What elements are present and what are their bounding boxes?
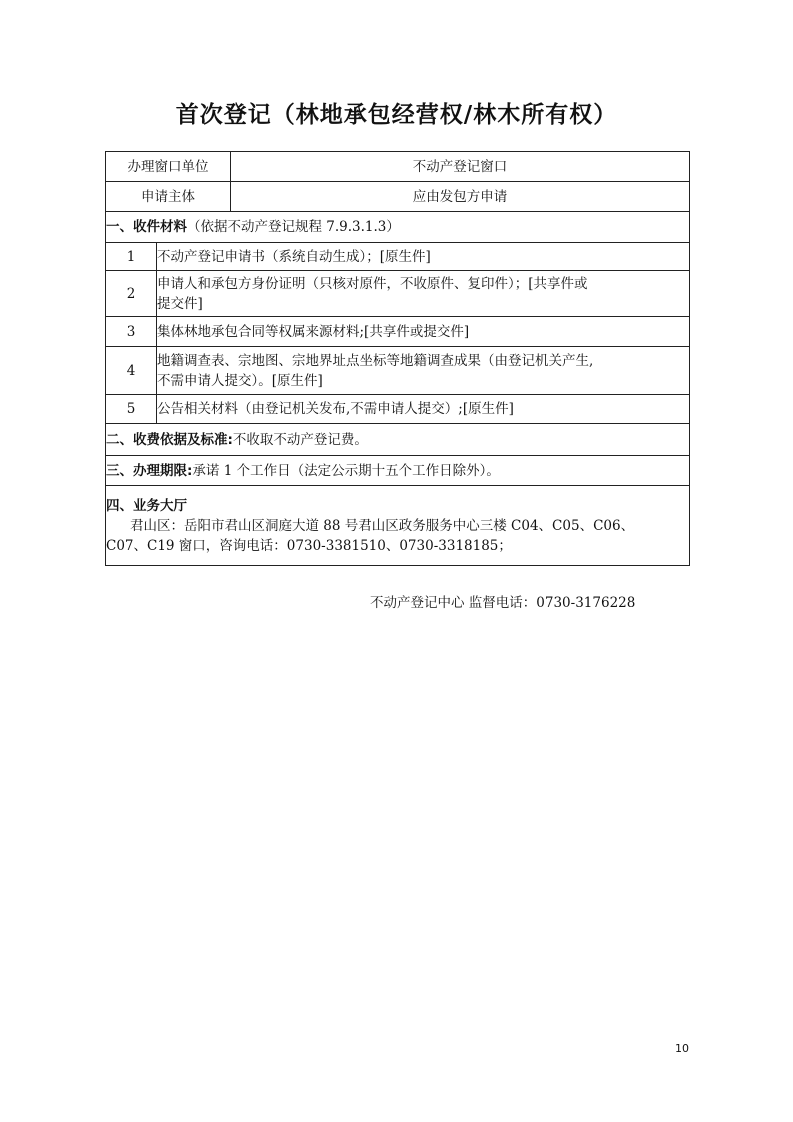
info-row-applicant [106,182,690,212]
supervision-footer: 不动产登记中心 监督电话：0730-3176228 [370,595,636,611]
material-row [106,243,690,271]
materials-heading-note: （依据不动产登记规程 7.9.3.1.3） [187,219,400,235]
material-number: 1 [106,243,157,271]
material-row [106,347,690,395]
period-row [106,456,690,486]
hall-contact-line: C07、C19 窗口，咨询电话：0730-3381510、0730-3318185； [106,537,512,554]
material-number: 4 [106,347,157,395]
page-title: 首次登记（林地承包经营权/林木所有权） [175,102,618,128]
applicant-value: 应由发包方申请 [231,182,690,212]
registration-table [105,151,690,566]
hall-heading: 四、业务大厅 [106,497,187,514]
material-text-line: 不需申请人提交）。[原生件] [157,372,323,389]
material-text [157,271,690,317]
material-number: 3 [106,317,157,347]
material-row [106,395,690,424]
fees-text: 不收取不动产登记费。 [232,431,368,448]
period-heading: 三、办理期限: [106,462,193,479]
page-number: 10 [675,1042,689,1055]
material-text-line: 申请人和承包方身份证明（只核对原件，不收原件、复印件）；[共享件或 [157,275,588,292]
hall-address-line: 君山区：岳阳市君山区洞庭大道 88 号君山区政务服务中心三楼 C04、C05、C06、 [130,517,635,534]
office-value: 不动产登记窗口 [231,152,690,182]
materials-heading-row [106,212,690,243]
material-text [157,347,690,395]
material-number: 2 [106,271,157,317]
material-text-line: 地籍调查表、宗地图、宗地界址点坐标等地籍调查成果（由登记机关产生, [157,352,594,369]
material-text: 公告相关材料（由登记机关发布,不需申请人提交）;[原生件] [157,395,690,424]
applicant-label: 申请主体 [106,182,231,212]
material-text-line: 提交件] [157,295,203,312]
period-text: 承诺 1 个工作日（法定公示期十五个工作日除外）。 [192,462,500,479]
material-row [106,317,690,347]
office-label: 办理窗口单位 [106,152,231,182]
info-row-office [106,152,690,182]
materials-heading: 一、收件材料 [106,219,187,235]
material-row [106,271,690,317]
material-text: 集体林地承包合同等权属来源材料;[共享件或提交件] [157,317,690,347]
fees-heading: 二、收费依据及标准: [106,431,233,448]
material-text: 不动产登记申请书（系统自动生成）；[原生件] [157,243,690,271]
fees-row [106,424,690,456]
material-number: 5 [106,395,157,424]
hall-row [106,486,690,566]
